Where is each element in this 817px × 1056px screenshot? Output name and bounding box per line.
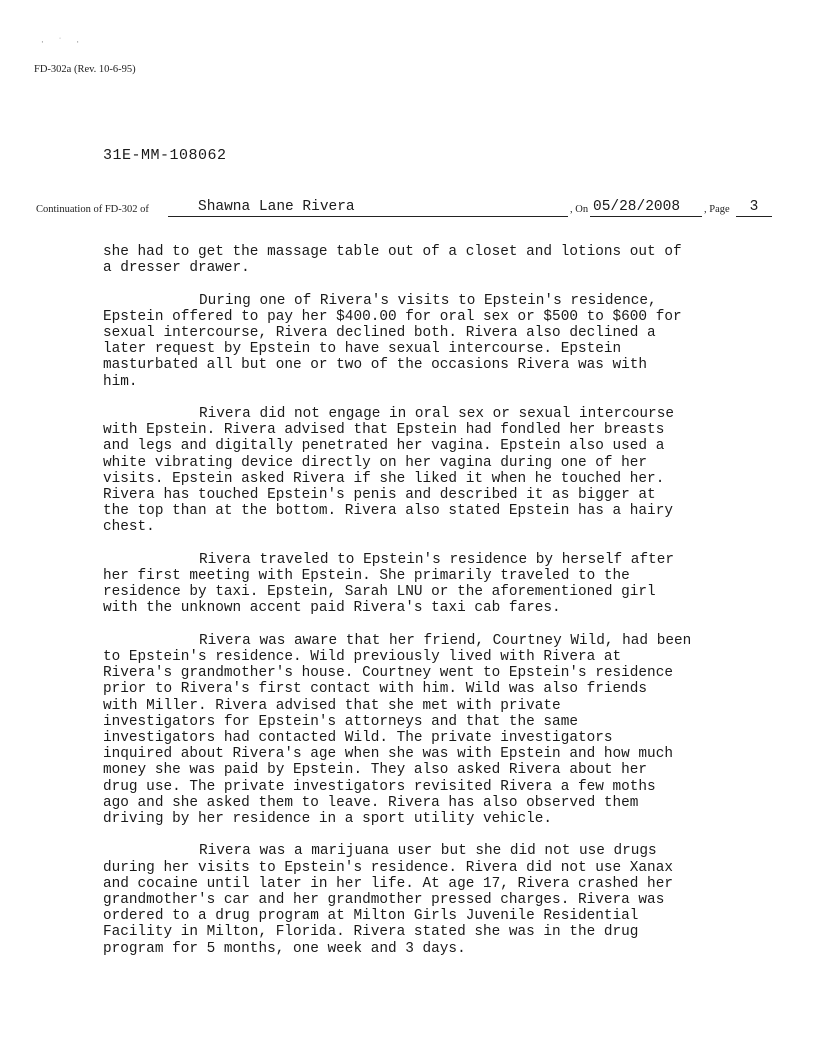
subject-name: Shawna Lane Rivera [198,199,355,215]
file-number: 31E-MM-108062 [103,147,227,164]
paragraph: she had to get the massage table out of a closet and lotions out of a dresser drawer. [103,244,682,277]
continuation-label: Continuation of FD-302 of [36,204,149,215]
report-date: 05/28/2008 [593,199,681,215]
continuation-line [36,199,776,219]
report-body [103,244,753,973]
paragraph: Rivera was aware that her friend, Courtney Wild, had been to Epstein's residence. Wild previously lived with Rivera at Rivera's grandmother's house. Courtney went to Epstein's residence prior to Rivera's first contact with him. Wild was also friends with Miller. Rivera advised that she met with private investigators for Epstein's attorneys and that the same investigators had contacted Wild. The private investigators inquired about Rivera's age when she was with Epstein and how much money she was paid by Epstein. They also asked Rivera about her drug use. The private investigators revisited Rivera a few moths ago and she asked them to leave. Rivera has also observed them driving by her residence in a sport utility vehicle. [103,632,692,828]
paragraph: Rivera was a marijuana user but she did not use drugs during her visits to Epstein's residence. Rivera did not use Xanax and cocaine until later in her life. At age 17, Rivera crashed her grandmother's car and her grandmother pressed charges. Rivera was ordered to a drug program at Milton Girls Juvenile Residential Facility in Milton, Florida. Rivera stated she was in the drug program for 5 months, one week and 3 days. [103,843,673,957]
paragraph: Rivera traveled to Epstein's residence by herself after her first meeting with Epstein. She primarily traveled to the residence by taxi. Epstein, Sarah LNU or the aforementioned girl with the unknown accent paid Rivera's taxi cab fares. [103,551,674,617]
on-label: , On [570,204,589,215]
date-field [590,198,702,217]
scan-specks: · ˙ · [40,38,85,47]
subject-name-field [168,198,568,217]
form-identifier: FD-302a (Rev. 10-6-95) [34,64,136,75]
page-number-field [736,198,772,217]
page-label: , Page [704,204,730,215]
paragraph: Rivera did not engage in oral sex or sexual intercourse with Epstein. Rivera advised that Epstein had fondled her breasts and legs and digitally penetrated her vagina. Epstein also used a white vibrating device directly on her vagina during one of her visits. Epstein asked Rivera if she liked it when he touched her. Rivera has touched Epstein's penis and described it as bigger at the top than at the bottom. Rivera also stated Epstein has a hairy chest. [103,406,674,536]
page-number: 3 [749,199,759,215]
paragraph: During one of Rivera's visits to Epstein's residence, Epstein offered to pay her $400.00 for oral sex or $500 to $600 for sexual intercourse, Rivera declined both. Rivera also declined a later request by Epstein to have sexual intercourse. Epstein masturbated all but one or two of the occasions Rivera was with him. [103,292,682,390]
